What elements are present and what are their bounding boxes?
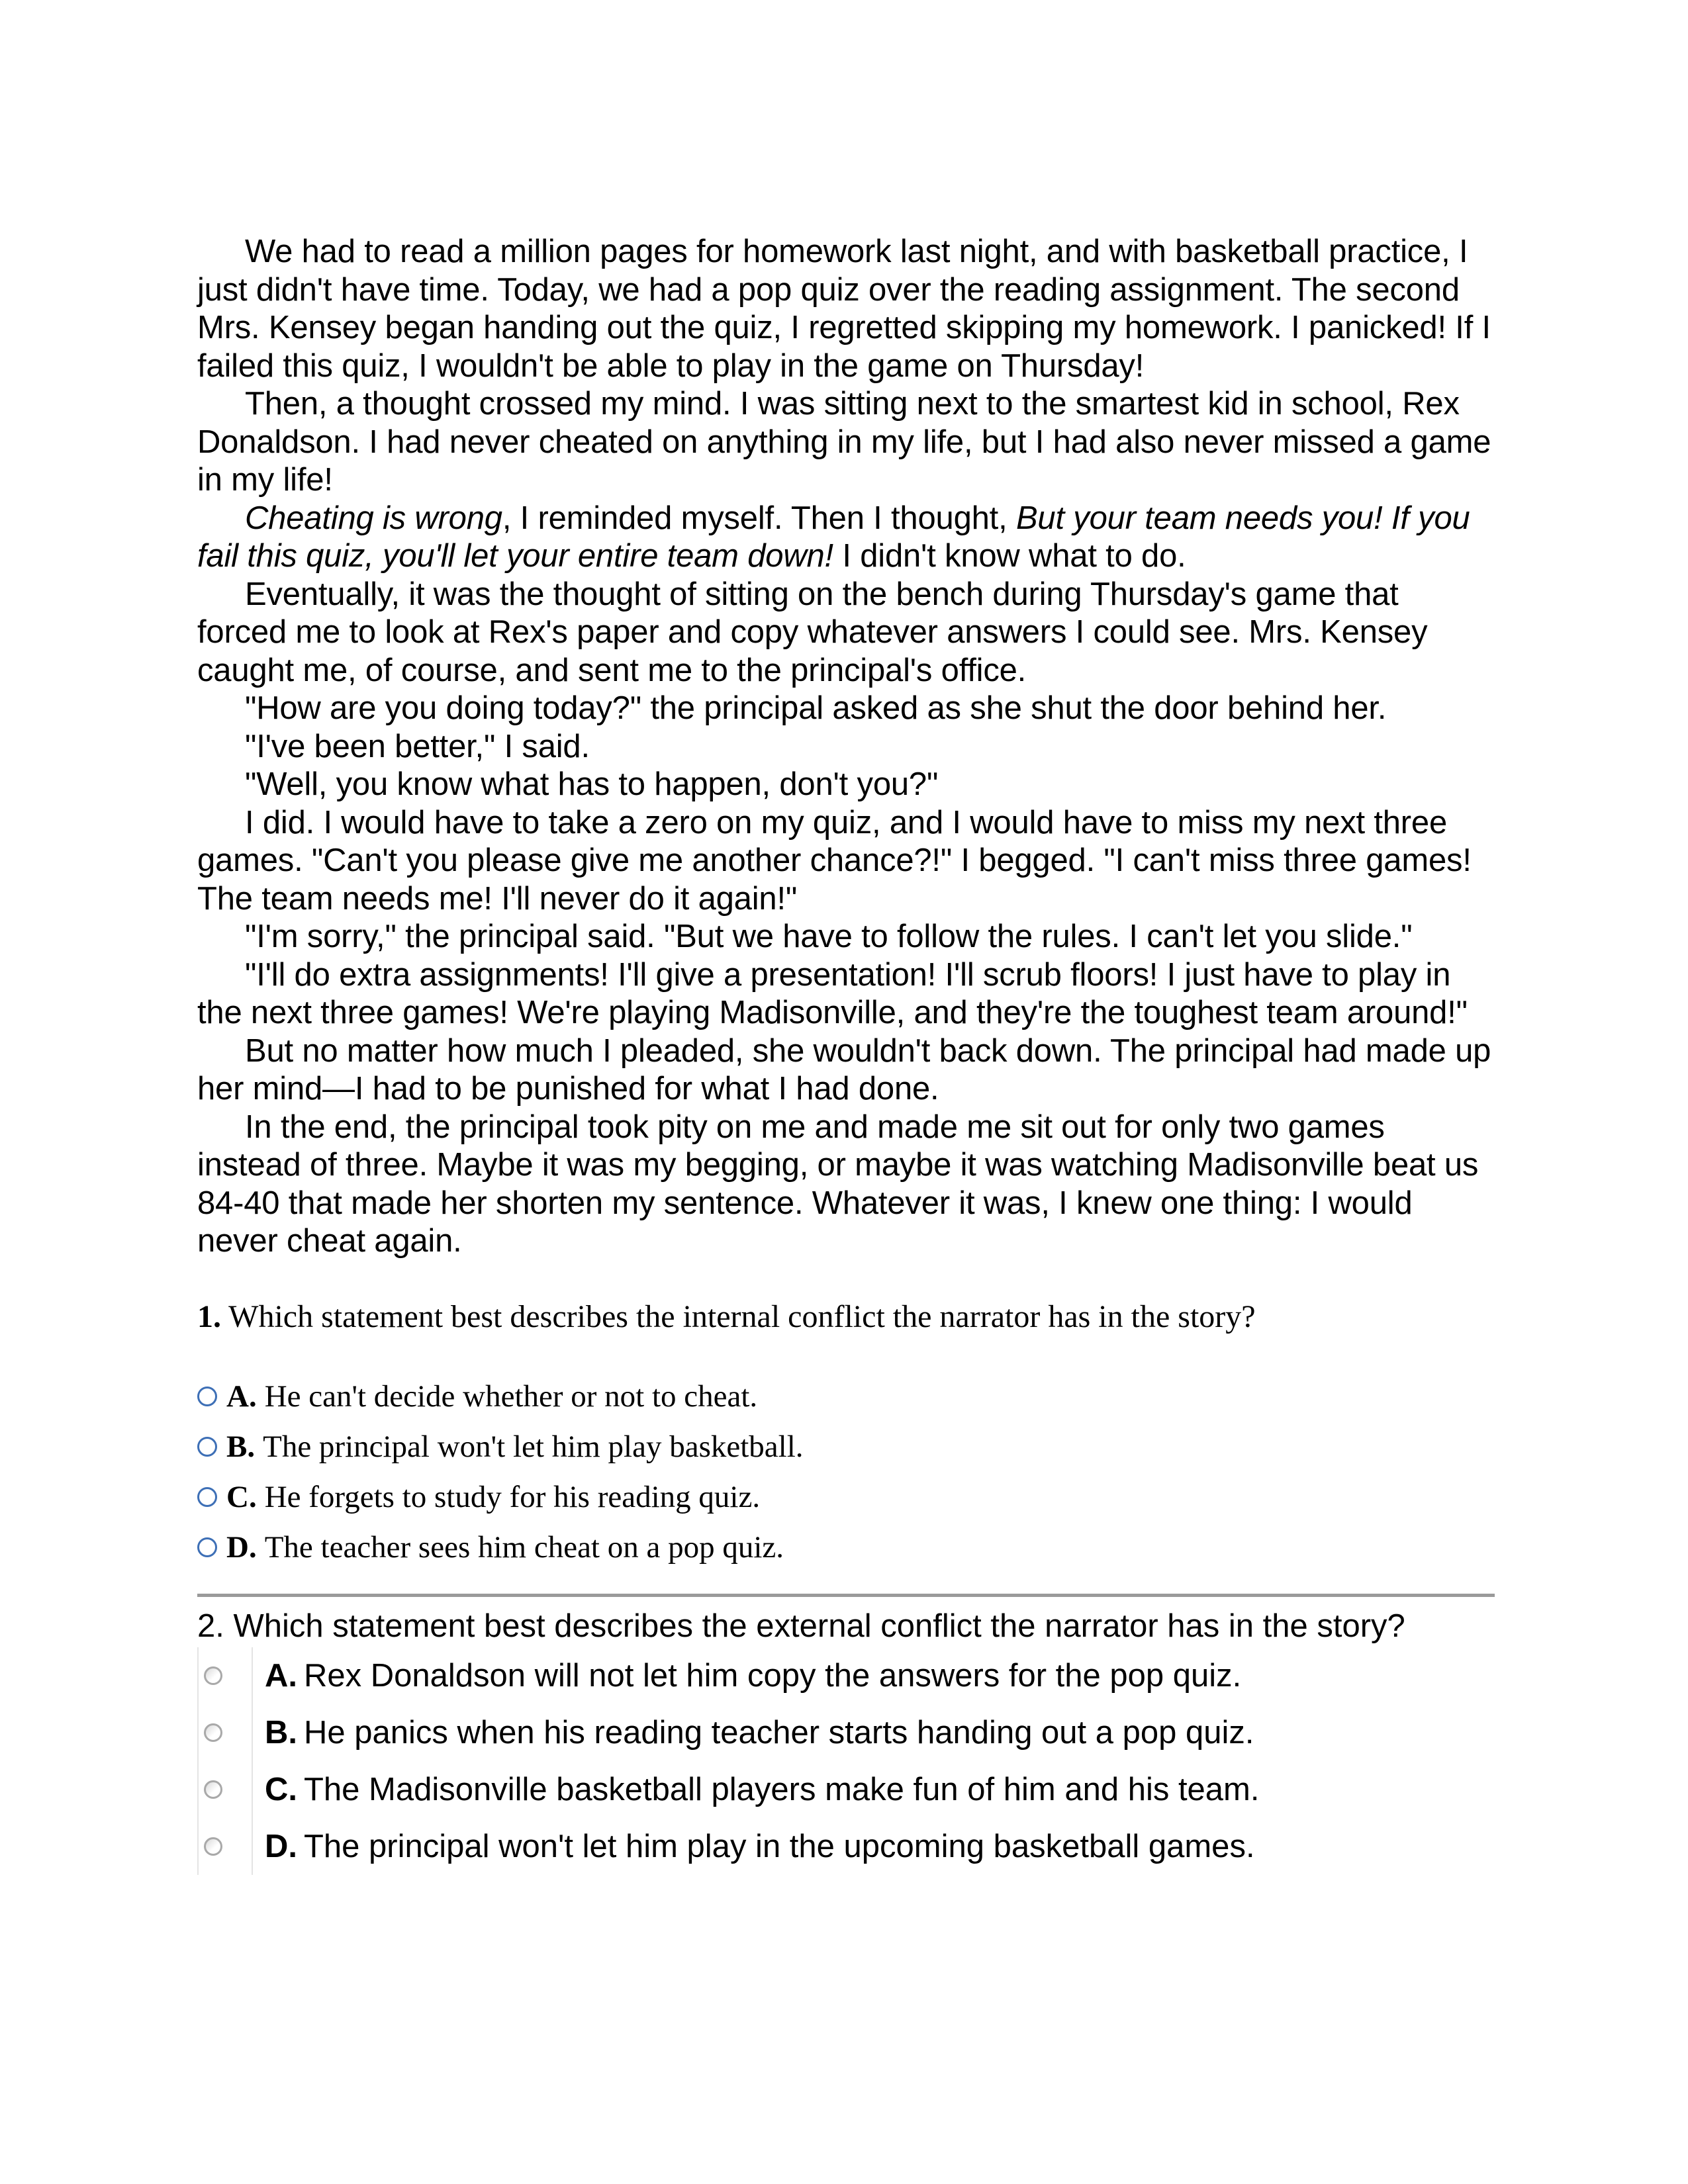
option-letter: B. [265,1714,297,1751]
radio-cell[interactable] [199,1818,253,1875]
question-1-option-a[interactable] [197,1371,1495,1422]
radio-cell[interactable] [199,1761,253,1818]
question-2-stem: 2. Which statement best describes the external conflict the narrator has in the story? [197,1608,1405,1644]
question-1-option-b[interactable] [197,1422,1495,1472]
story-paragraph-9: "I'm sorry," the principal said. "But we have to follow the rules. I can't let you slide." [245,919,1413,954]
option-text: The principal won't let him play basketball. [263,1429,804,1464]
option-letter: C. [265,1771,297,1807]
question-2-option-b[interactable] [199,1704,1495,1761]
story-paragraph-12: In the end, the principal took pity on me and made me sit out for only two games instead of three. Maybe it was my begging, or maybe it was watching Madisonville beat us 84-40 that made her shorten my sentence. Whatever it was, I knew one thing: I would never cheat again. [197,1109,1479,1259]
option-label [253,1828,1255,1865]
question-1-stem [197,1297,1495,1337]
radio-button-icon[interactable] [204,1666,222,1685]
option-label [253,1657,1241,1694]
option-text: He panics when his reading teacher starts handing out a pop quiz. [304,1714,1254,1751]
story-paragraph-11: But no matter how much I pleaded, she wouldn't back down. The principal had made up her mind—I had to be punished for what I had done. [197,1032,1491,1107]
option-letter: B. [226,1429,256,1464]
option-text: The teacher sees him cheat on a pop quiz. [264,1529,784,1565]
option-text: The Madisonville basketball players make fun of him and his team. [304,1771,1260,1807]
option-letter: D. [265,1828,297,1864]
story-paragraph-5: "How are you doing today?" the principal asked as she shut the door behind her. [245,690,1387,726]
radio-cell[interactable] [199,1647,253,1704]
radio-button-icon[interactable] [204,1780,222,1799]
story-paragraph-8: I did. I would have to take a zero on my quiz, and I would have to miss my next three games. "Can't you please give me another chance?!" I begged. "I can't miss three games! The team needs me! I'll never do it again!" [197,804,1472,917]
option-letter: C. [226,1479,257,1514]
question-2 [197,1605,1495,1875]
question-2-options-table [197,1647,1495,1875]
question-1-number: 1. [197,1298,221,1334]
story-passage [197,233,1495,1261]
question-2-option-c[interactable] [199,1761,1495,1818]
radio-button-icon[interactable] [204,1723,222,1742]
story-paragraph-6: "I've been better," I said. [245,728,590,764]
story-p3-text-1: , I reminded myself. Then I thought, [502,500,1016,536]
radio-button-icon[interactable] [197,1487,217,1507]
option-text: The principal won't let him play in the upcoming basketball games. [304,1828,1255,1864]
story-p3-text-2: I didn't know what to do. [833,538,1186,574]
question-2-option-d[interactable] [199,1818,1495,1875]
radio-button-icon[interactable] [197,1387,217,1406]
story-paragraph-1: We had to read a million pages for homework last night, and with basketball practice, I just didn't have time. Today, we had a pop quiz over the reading assignment. The second Mrs. Kensey began handing out the quiz, I regretted skipping my homework. I panicked! If I failed this quiz, I wouldn't be able to play in the game on Thursday! [197,234,1491,384]
option-letter: A. [226,1379,257,1414]
option-letter: A. [265,1657,297,1694]
story-p3-italic-2: But your team needs you! If you fail this quiz, you'll let your entire team down! [197,500,1470,574]
radio-button-icon[interactable] [197,1437,217,1457]
radio-button-icon[interactable] [204,1837,222,1856]
radio-cell[interactable] [199,1704,253,1761]
option-label [253,1771,1260,1808]
story-paragraph-4: Eventually, it was the thought of sitting on the bench during Thursday's game that forced me to look at Rex's paper and copy whatever answers I could see. Mrs. Kensey caught me, of course, and sent me to the principal's office. [197,576,1428,688]
section-divider [197,1594,1495,1597]
story-p3-italic-1: Cheating is wrong [245,500,502,536]
question-2-option-a[interactable] [199,1647,1495,1704]
question-1-text: Which statement best describes the internal conflict the narrator has in the story? [228,1298,1256,1334]
option-letter: D. [226,1529,257,1565]
story-paragraph-7: "Well, you know what has to happen, don't you?" [245,766,939,802]
option-text: He can't decide whether or not to cheat. [264,1379,758,1414]
story-paragraph-2: Then, a thought crossed my mind. I was sitting next to the smartest kid in school, Rex Donaldson. I had never cheated on anything in my life, but I had also never missed a game in my life! [197,386,1491,498]
option-text: Rex Donaldson will not let him copy the answers for the pop quiz. [304,1657,1242,1694]
question-1-option-d[interactable] [197,1522,1495,1572]
option-label [253,1714,1254,1751]
radio-button-icon[interactable] [197,1537,217,1557]
story-paragraph-10: "I'll do extra assignments! I'll give a presentation! I'll scrub floors! I just have to play in the next three games! We're playing Madisonville, and they're the toughest team around!" [197,956,1468,1030]
story-paragraph-3 [197,500,1495,576]
question-1-option-c[interactable] [197,1472,1495,1522]
option-text: He forgets to study for his reading quiz. [264,1479,761,1514]
worksheet-page [197,233,1495,1875]
question-1 [197,1297,1495,1572]
